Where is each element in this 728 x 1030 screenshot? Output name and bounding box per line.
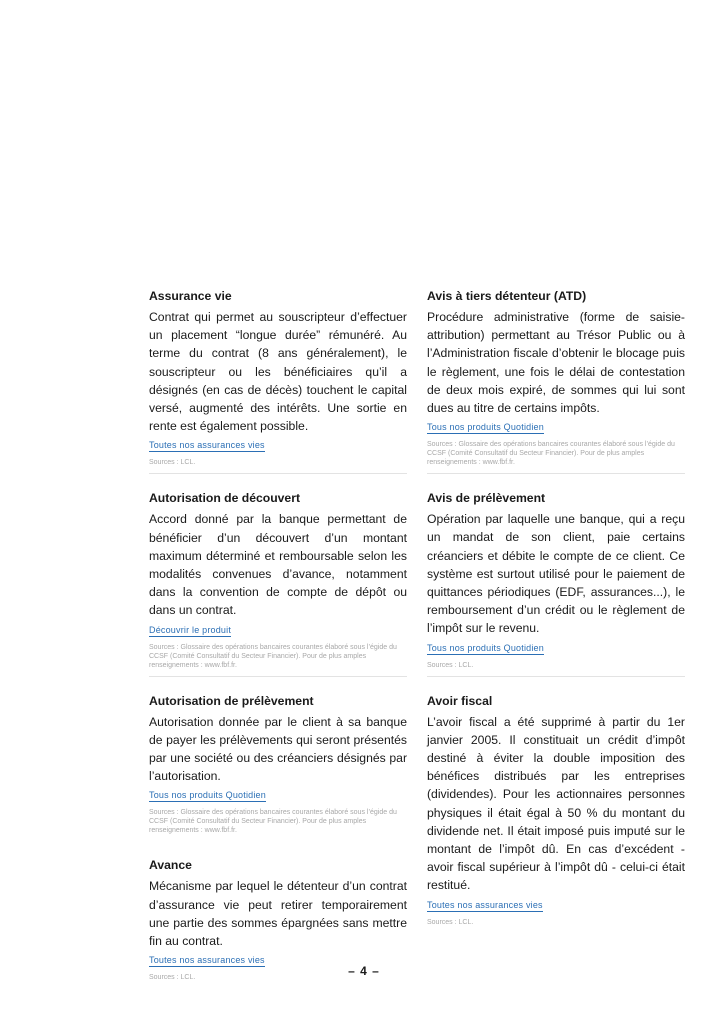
entry-product-link[interactable]: Toutes nos assurances vies [427, 899, 543, 910]
entry-definition: Opération par laquelle une banque, qui a reçu un mandat de son client, paie certains créanciers et débite le compte de ce client. Ce système est surtout utilisé pour le paiement de quittances périodiques (EDF, assurances...), le remboursement d’un crédit ou le règlement de l’impôt sur le revenu. [427, 512, 685, 636]
entry-title: Autorisation de découvert [149, 491, 301, 506]
glossary-entry [149, 288, 407, 474]
glossary-entry [427, 288, 685, 474]
entry-product-link[interactable]: Toutes nos assurances vies [149, 440, 265, 451]
entry-product-link[interactable]: Tous nos produits Quotidien [427, 642, 544, 653]
glossary-entry [149, 693, 407, 842]
entry-definition: L’avoir fiscal a été supprimé à partir du 1er janvier 2005. Il constituait un crédit d’impôt destiné à éviter la double imposition des bénéfices distribués par les entreprises (dividendes). Pour les actionnaires personnes physiques il était égal à 50 % du montant du dividende net. Il était imposé puis imputé sur le montant de l’impôt dû. En cas d’excédent - avoir fiscal supérieur à l’impôt dû - celui-ci était restitué. [427, 714, 685, 893]
entry-definition: Accord donné par la banque permettant de bénéficier d’un découvert d’un montant maximum déterminé et remboursable selon les modalités convenues d’avance, notamment dans la convention de compte de dépôt ou dans un contrat. [149, 512, 407, 618]
entry-source: Sources : LCL. [427, 918, 474, 926]
entry-title: Assurance vie [149, 289, 232, 303]
entry-definition: Procédure administrative (forme de saisie-attribution) permettant au Trésor Public ou à l’Administration fiscale d’obtenir le blocage puis le règlement, une fois le délai de contestation de deux mois expiré, de sommes qui lui sont dues au titre de certains impôts. [427, 310, 685, 416]
entry-product-link[interactable]: Tous nos produits Quotidien [427, 422, 544, 433]
entry-source: Sources : Glossaire des opérations bancaires courantes élaboré sous l’égide du CCSF (Comité Consultatif du Secteur Financier). Pour de plus amples renseignements : www.fbf.fr. [149, 643, 407, 677]
entry-source: Sources : Glossaire des opérations bancaires courantes élaboré sous l’égide du CCSF (Comité Consultatif du Secteur Financier). Pour de plus amples renseignements : www.fbf.fr. [149, 809, 397, 835]
entry-source: Sources : LCL. [149, 974, 196, 982]
entry-definition: Autorisation donnée par le client à sa banque de payer les prélèvements qui seront présentés par une société ou des créanciers désignés par l’autorisation. [149, 714, 407, 784]
entry-title: Avis à tiers détenteur (ATD) [427, 289, 587, 303]
entry-title: Avis de prélèvement [427, 491, 546, 506]
entry-definition: Contrat qui permet au souscripteur d’effectuer un placement “longue durée” rémunéré. Au terme du contrat (8 ans généralement), le souscripteur ou les bénéficiaires qu’il a désignés (en cas de décès) touchent le capital versé, augmenté des intérêts. Une sortie en rente est également possible. [149, 310, 407, 434]
glossary-entry [427, 490, 685, 676]
entry-source: Sources : LCL. [427, 661, 685, 677]
entry-title: Avance [149, 858, 192, 873]
page-number: – 4 – [348, 964, 380, 978]
left-column [149, 288, 407, 988]
entry-definition: Mécanisme par lequel le détenteur d’un contrat d’assurance vie peut retirer temporairement une partie des sommes épargnées sans mettre fin au contrat. [149, 879, 407, 949]
entry-title: Avoir fiscal [427, 693, 493, 708]
glossary-entry [149, 490, 407, 676]
right-column [427, 288, 685, 933]
entry-product-link[interactable]: Découvrir le produit [149, 624, 232, 635]
entry-product-link[interactable]: Toutes nos assurances vies [149, 955, 265, 966]
glossary-entry [427, 693, 685, 933]
entry-source: Sources : Glossaire des opérations bancaires courantes élaboré sous l’égide du CCSF (Comité Consultatif du Secteur Financier). Pour de plus amples renseignements : www.fbf.fr. [427, 440, 685, 474]
entry-product-link[interactable]: Tous nos produits Quotidien [149, 790, 266, 801]
entry-source: Sources : LCL. [149, 458, 407, 474]
entry-title: Autorisation de prélèvement [149, 693, 314, 708]
